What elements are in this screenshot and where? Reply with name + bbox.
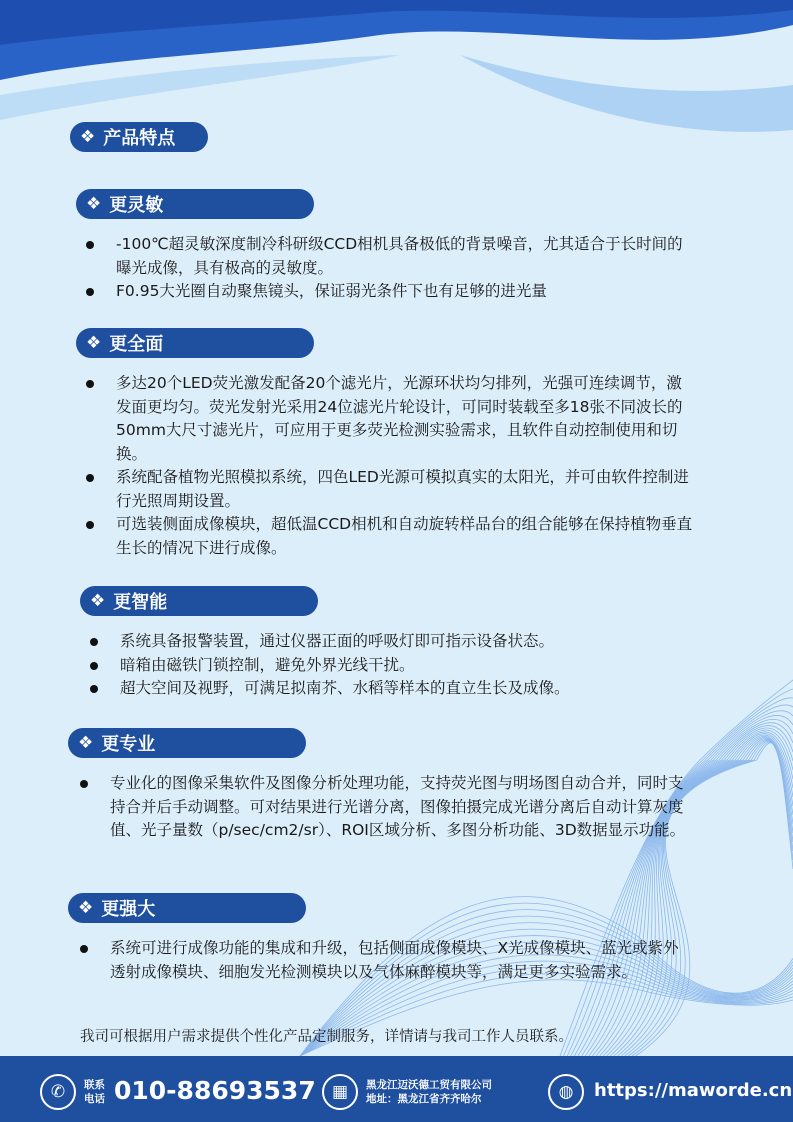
section-title: 更灵敏 [109,195,164,216]
diamond-icon: ❖ [80,127,96,147]
bullet-list [90,630,700,701]
section-title-pill [76,189,314,219]
bullet-list [80,772,692,843]
section-title: 更智能 [113,592,168,613]
section-title: 更强大 [101,899,156,920]
list-item: F0.95大光圈自动聚焦镜头，保证弱光条件下也有足够的进光量 [86,280,696,304]
bullet-list [86,372,696,560]
phone-icon: ✆ [40,1074,76,1110]
website-link[interactable]: https://maworde.cn [594,1080,793,1101]
section-title-pill [68,728,306,758]
section-title-pill [80,586,318,616]
contact-label: 联系 电话 [84,1079,105,1105]
list-item: 超大空间及视野，可满足拟南芥、水稻等样本的直立生长及成像。 [90,677,700,701]
list-item: 系统可进行成像功能的集成和升级，包括侧面成像模块、X光成像模块、蓝光或紫外透射成像模块、细胞发光检测模块以及气体麻醉模块等，满足更多实验需求。 [80,937,692,984]
globe-icon: ◍ [548,1074,584,1110]
company-address: 地址：黑龙江省齐齐哈尔 [366,1093,482,1105]
list-item: 可选装侧面成像模块，超低温CCD相机和自动旋转样品台的组合能够在保持植物垂直生长的情况下进行成像。 [86,513,696,560]
diamond-icon: ❖ [78,898,94,918]
section-title-pill [76,328,314,358]
custom-service-note: 我司可根据用户需求提供个性化产品定制服务，详情请与我司工作人员联系。 [80,1029,573,1045]
list-item: 系统具备报警装置，通过仪器正面的呼吸灯即可指示设备状态。 [90,630,700,654]
section-title: 更专业 [101,734,156,755]
header-title-pill [70,122,208,152]
footer [0,1056,793,1122]
list-item: 系统配备植物光照模拟系统，四色LED光源可模拟真实的太阳光，并可由软件控制进行光照周期设置。 [86,466,696,513]
wave-line [574,711,793,1056]
section-title: 更全面 [109,334,164,355]
list-item: 多达20个LED荧光激发配备20个滤光片，光源环状均匀排列，光强可连续调节，激发面更均匀。荧光发射光采用24位滤光片轮设计，可同时装载至多18张不同波长的50mm大尺寸滤光片，可应用于更多荧光检测实验需求，且软件自动控制使用和切换。 [86,372,696,466]
building-icon: ▦ [322,1074,358,1110]
list-item: -100℃超灵敏深度制冷科研级CCD相机具备极低的背景噪音，尤其适合于长时间的曝光成像，具有极高的灵敏度。 [86,233,696,280]
diamond-icon: ❖ [78,733,94,753]
diamond-icon: ❖ [86,333,102,353]
company-info [366,1078,492,1106]
diamond-icon: ❖ [90,591,106,611]
header-title: 产品特点 [103,128,176,149]
diamond-icon: ❖ [86,194,102,214]
bullet-list [86,233,696,304]
bullet-list [80,937,692,984]
company-name: 黑龙江迈沃德工贸有限公司 [366,1079,492,1091]
section-title-pill [68,893,306,923]
phone-number[interactable]: 010-88693537 [114,1076,316,1105]
wave-line [582,719,793,1056]
list-item: 暗箱由磁铁门锁控制，避免外界光线干扰。 [90,654,700,678]
list-item: 专业化的图像采集软件及图像分析处理功能，支持荧光图与明场图自动合并，同时支持合并后手动调整。可对结果进行光谱分离，图像拍摄完成光谱分离后自动计算灰度值、光子量数（p/sec/cm2/sr）、ROI区域分析、多图分析功能、3D数据显示功能。 [80,772,692,843]
